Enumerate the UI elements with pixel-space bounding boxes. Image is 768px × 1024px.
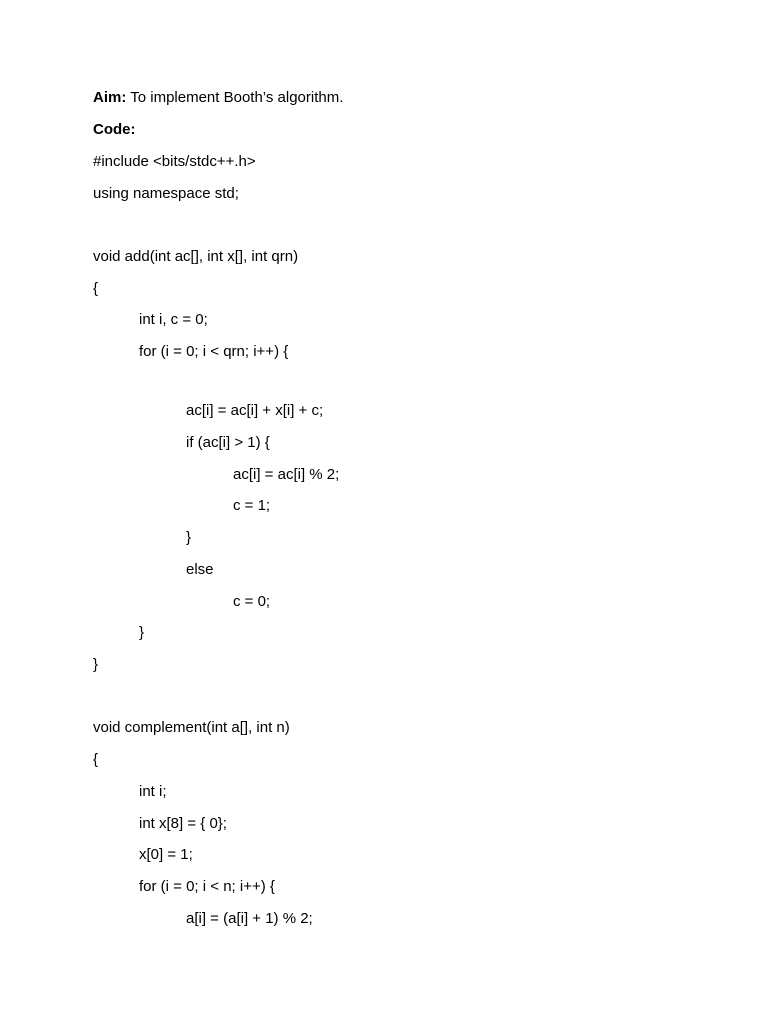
code-line: int i; (139, 783, 167, 800)
code-line: c = 1; (233, 497, 271, 514)
code-line: } (139, 624, 145, 641)
code-line: int i, c = 0; (139, 311, 208, 328)
code-line: ac[i] = ac[i] % 2; (233, 466, 340, 483)
code-line: if (ac[i] > 1) { (186, 434, 270, 451)
code-label: Code: (93, 121, 136, 138)
code-line: } (93, 656, 99, 673)
code-line: #include <bits/stdc++.h> (93, 153, 256, 170)
code-line: void add(int ac[], int x[], int qrn) (93, 248, 299, 265)
aim-label: Aim: (93, 89, 127, 106)
code-line: } (186, 529, 192, 546)
code-line: ac[i] = ac[i] + x[i] + c; (186, 402, 324, 419)
code-line: void complement(int a[], int n) (93, 719, 290, 736)
aim-text: To implement Booth’s algorithm. (126, 89, 344, 106)
code-line: int x[8] = { 0}; (139, 815, 227, 832)
code-line: else (186, 561, 214, 578)
code-line: a[i] = (a[i] + 1) % 2; (186, 910, 313, 927)
code-line: using namespace std; (93, 185, 239, 202)
code-line: { (93, 751, 99, 768)
code-line: for (i = 0; i < qrn; i++) { (139, 343, 289, 360)
aim-line (93, 88, 343, 108)
code-line: { (93, 280, 99, 297)
code-line: for (i = 0; i < n; i++) { (139, 878, 275, 895)
code-line: x[0] = 1; (139, 846, 193, 863)
code-line: c = 0; (233, 593, 271, 610)
